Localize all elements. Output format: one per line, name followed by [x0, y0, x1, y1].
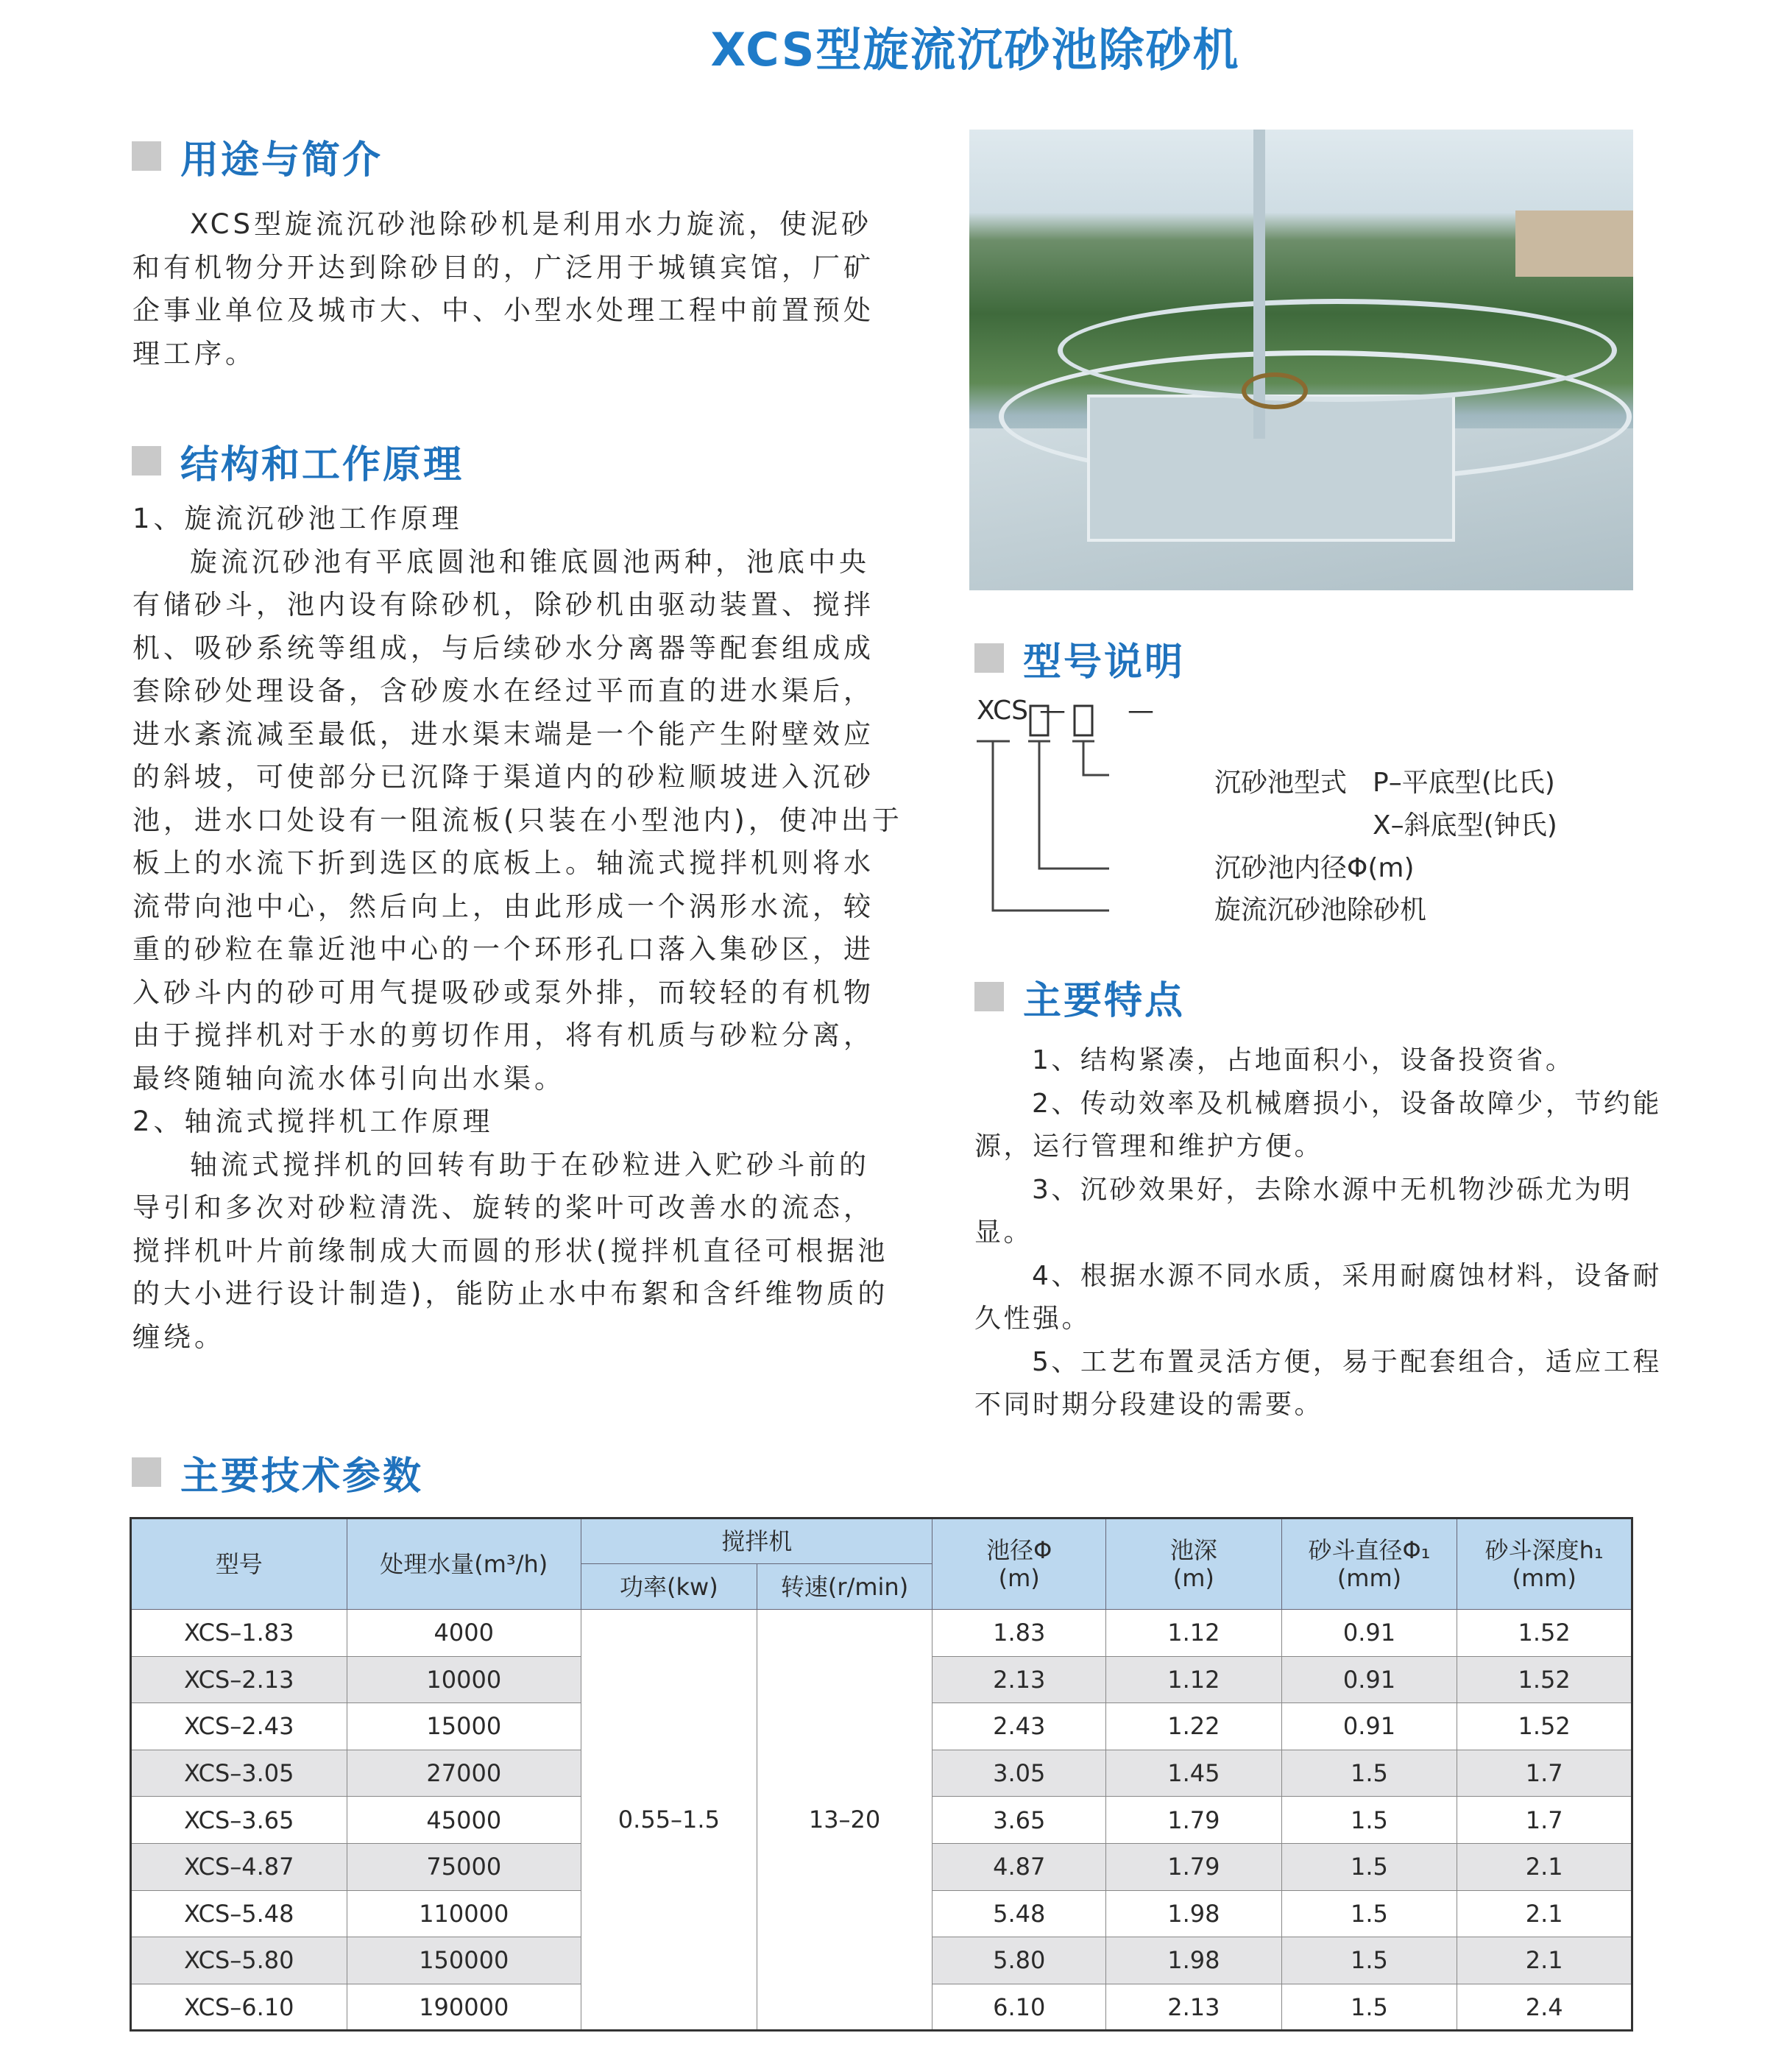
table-cell: 3.05: [932, 1750, 1106, 1797]
text-line: 重的砂粒在靠近池中心的一个环形孔口落入集砂区，进: [132, 933, 874, 965]
header-power: 功率(kw): [581, 1564, 757, 1610]
text-line: 的大小进行设计制造)，能防止水中布絮和含纤维物质的: [132, 1278, 889, 1309]
table-cell: 190000: [347, 1984, 581, 2031]
table-cell: XCS–3.05: [131, 1750, 347, 1797]
square-bullet-icon: [974, 982, 1004, 1011]
table-cell: 2.13: [932, 1656, 1106, 1703]
header-depth: 池深 (m): [1106, 1518, 1282, 1610]
section-heading-structure: 结构和工作原理: [132, 439, 464, 483]
table-cell: 4000: [347, 1610, 581, 1657]
header-dia: 池径Φ (m): [932, 1518, 1106, 1610]
table-cell: 10000: [347, 1656, 581, 1703]
model-code-diagram: XCS — — 沉砂池型式 P–平底型(比氏) X–斜底型(钟氏) 沉砂池内径Φ(m) 旋流沉砂池除砂机: [969, 696, 1632, 938]
text-line: 搅拌机叶片前缘制成大而圆的形状(搅拌机直径可根据池: [132, 1234, 889, 1267]
tech-params-table: [130, 1517, 1633, 2032]
table-cell: 6.10: [932, 1984, 1106, 2031]
header-model: 型号: [131, 1518, 347, 1610]
text-line: 轴流式搅拌机的回转有助于在砂粒进入贮砂斗前的: [190, 1148, 870, 1181]
header-speed: 转速(r/min): [757, 1564, 932, 1610]
table-cell: 0.91: [1281, 1703, 1457, 1750]
table-cell: 15000: [347, 1703, 581, 1750]
table-cell: 2.13: [1106, 1984, 1282, 2031]
table-cell: 1.79: [1106, 1797, 1282, 1844]
table-cell: 2.4: [1457, 1984, 1632, 2031]
table-cell: 13–20: [757, 1610, 932, 2031]
table-cell: XCS–6.10: [131, 1984, 347, 2031]
table-cell: 1.45: [1106, 1750, 1282, 1797]
square-bullet-icon: [132, 446, 161, 475]
table-cell: 1.52: [1457, 1656, 1632, 1703]
text-line: 2、轴流式搅拌机工作原理: [132, 1106, 494, 1137]
table-cell: 0.55–1.5: [581, 1610, 757, 2031]
table-cell: 2.1: [1457, 1937, 1632, 1984]
text-line: 源，运行管理和维护方便。: [974, 1131, 1324, 1161]
text-line: 旋流沉砂池有平底圆池和锥底圆池两种，池底中央: [190, 545, 870, 578]
header-hopper-depth: 砂斗深度h₁ (mm): [1457, 1518, 1632, 1610]
table-cell: 1.83: [932, 1610, 1106, 1657]
text-line: XCS型旋流沉砂池除砂机是利用水力旋流，使泥砂: [190, 208, 872, 240]
text-line: 有储砂斗，池内设有除砂机，除砂机由驱动装置、搅拌: [132, 589, 874, 620]
table-cell: XCS–5.80: [131, 1937, 347, 1984]
table-cell: 27000: [347, 1750, 581, 1797]
table-cell: 1.79: [1106, 1843, 1282, 1890]
table-cell: 110000: [347, 1890, 581, 1937]
text-line: 2、传动效率及机械磨损小，设备故障少，节约能: [1032, 1088, 1662, 1119]
table-cell: 75000: [347, 1843, 581, 1890]
table-cell: 1.22: [1106, 1703, 1282, 1750]
table-cell: XCS–1.83: [131, 1610, 347, 1657]
table-cell: 2.1: [1457, 1843, 1632, 1890]
table-cell: 2.1: [1457, 1890, 1632, 1937]
text-line: 企事业单位及城市大、中、小型水处理工程中前置预处: [132, 294, 874, 326]
product-photo: [969, 130, 1633, 590]
text-line: 5、工艺布置灵活方便，易于配套组合，适应工程: [1032, 1346, 1662, 1377]
table-cell: 1.52: [1457, 1703, 1632, 1750]
table-cell: 3.65: [932, 1797, 1106, 1844]
square-bullet-icon: [132, 141, 161, 171]
square-bullet-icon: [974, 643, 1004, 673]
table-cell: 1.5: [1281, 1937, 1457, 1984]
table-cell: XCS–4.87: [131, 1843, 347, 1890]
text-line: 最终随轴向流水体引向出水渠。: [132, 1062, 565, 1095]
header-hopper-dia: 砂斗直径Φ₁ (mm): [1281, 1518, 1457, 1610]
structure-text: [132, 498, 903, 1359]
table-cell: 45000: [347, 1797, 581, 1844]
section-heading-features: 主要特点: [974, 975, 1185, 1019]
table-cell: XCS–5.48: [131, 1890, 347, 1937]
table-cell: 0.91: [1281, 1610, 1457, 1657]
table-cell: 5.48: [932, 1890, 1106, 1937]
table-row: [131, 1610, 1632, 1657]
text-line: 机、吸砂系统等组成，与后续砂水分离器等配套组成成: [132, 632, 874, 664]
section-heading-params: 主要技术参数: [132, 1450, 423, 1494]
table-cell: 1.12: [1106, 1656, 1282, 1703]
table-cell: 1.98: [1106, 1937, 1282, 1984]
text-line: 的斜坡，可使部分已沉降于渠道内的砂粒顺坡进入沉砂: [132, 761, 874, 793]
text-line: 1、旋流沉砂池工作原理: [132, 503, 463, 534]
square-bullet-icon: [132, 1457, 161, 1487]
text-line: 4、根据水源不同水质，采用耐腐蚀材料，设备耐: [1032, 1260, 1662, 1291]
table-cell: 1.7: [1457, 1797, 1632, 1844]
table-cell: 1.5: [1281, 1750, 1457, 1797]
text-line: 不同时期分段建设的需要。: [974, 1390, 1324, 1420]
header-flow: 处理水量(m³/h): [347, 1518, 581, 1610]
header-mixer: 搅拌机: [581, 1518, 932, 1564]
table-cell: 1.12: [1106, 1610, 1282, 1657]
table-cell: 1.7: [1457, 1750, 1632, 1797]
text-line: 流带向池中心，然后向上，由此形成一个涡形水流，较: [132, 890, 874, 922]
text-line: 显。: [974, 1217, 1033, 1248]
table-cell: 1.5: [1281, 1843, 1457, 1890]
table-cell: 1.5: [1281, 1890, 1457, 1937]
table-cell: XCS–3.65: [131, 1797, 347, 1844]
text-line: 1、结构紧凑，占地面积小，设备投资省。: [1032, 1045, 1575, 1075]
text-line: 板上的水流下折到选区的底板上。轴流式搅拌机则将水: [132, 847, 874, 879]
table-cell: 1.98: [1106, 1890, 1282, 1937]
text-line: 和有机物分开达到除砂目的，广泛用于城镇宾馆，厂矿: [132, 251, 874, 283]
text-line: 由于搅拌机对于水的剪切作用，将有机质与砂粒分离，: [132, 1019, 874, 1051]
page-title: XCS型旋流沉砂池除砂机: [710, 23, 1240, 77]
table-cell: 2.43: [932, 1703, 1106, 1750]
text-line: 缠绕。: [132, 1320, 225, 1353]
section-heading-model: 型号说明: [974, 636, 1185, 680]
text-line: 池，进水口处设有一阻流板(只装在小型池内)，使冲出于: [132, 804, 903, 836]
table-cell: 1.5: [1281, 1984, 1457, 2031]
table-cell: 0.91: [1281, 1656, 1457, 1703]
table-cell: 4.87: [932, 1843, 1106, 1890]
usage-text: [132, 203, 874, 375]
table-cell: XCS–2.13: [131, 1656, 347, 1703]
table-cell: 1.5: [1281, 1797, 1457, 1844]
table-cell: 1.52: [1457, 1610, 1632, 1657]
table-cell: XCS–2.43: [131, 1703, 347, 1750]
text-line: 理工序。: [132, 337, 256, 370]
features-text: [974, 1039, 1662, 1427]
table-cell: 150000: [347, 1937, 581, 1984]
table-cell: 5.80: [932, 1937, 1106, 1984]
text-line: 3、沉砂效果好，去除水源中无机物沙砾尤为明: [1032, 1174, 1633, 1205]
text-line: 进水紊流减至最低，进水渠末端是一个能产生附壁效应: [132, 718, 874, 750]
section-heading-usage: 用途与简介: [132, 134, 383, 178]
text-line: 导引和多次对砂粒清洗、旋转的桨叶可改善水的流态，: [132, 1192, 874, 1223]
text-line: 套除砂处理设备，含砂废水在经过平而直的进水渠后，: [132, 675, 874, 707]
text-line: 久性强。: [974, 1304, 1091, 1334]
text-line: 入砂斗内的砂可用气提吸砂或泵外排，而较轻的有机物: [132, 976, 874, 1008]
